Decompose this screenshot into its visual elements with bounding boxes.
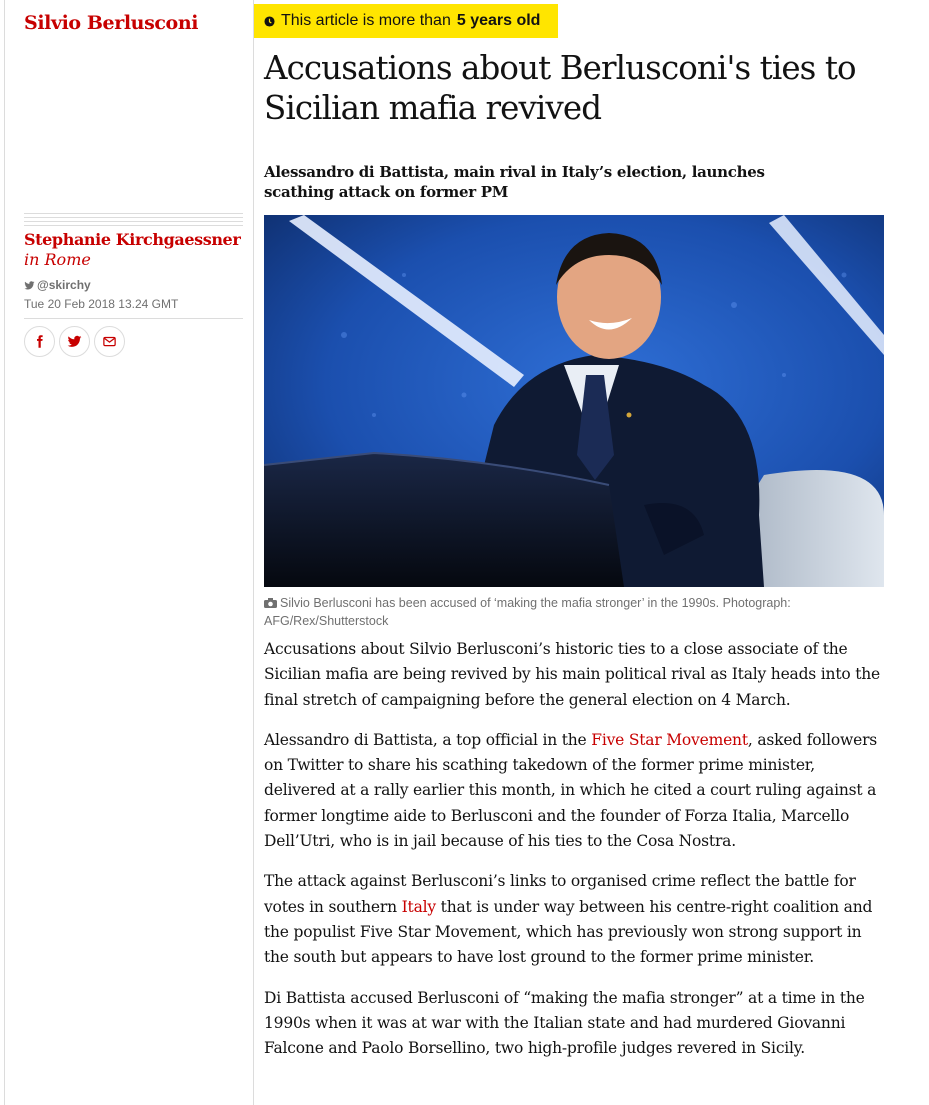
article-headline: Accusations about Berlusconi's ties to Sicilian mafia revived	[264, 49, 856, 127]
camera-icon	[264, 598, 277, 608]
article-age-warning	[254, 4, 558, 38]
page-left-border	[4, 0, 5, 1105]
five-star-movement-link[interactable]: Five Star Movement	[591, 730, 748, 749]
twitter-icon	[67, 334, 82, 349]
article-body	[264, 637, 886, 1076]
column-divider	[253, 0, 254, 1105]
article-main-photo[interactable]	[264, 215, 884, 587]
meta-rule	[24, 318, 243, 319]
email-icon	[102, 334, 117, 349]
body-paragraph-3-after: that is under way between his centre-right coalition and the populist Five Star Movement, which has previously won strong support in the south but appears to have lost ground to the former prime minister.	[264, 897, 873, 967]
body-paragraph-2-after: , asked followers on Twitter to share his scathing takedown of the former prime minister, delivered at a rally earlier this month, in which he cited a court ruling against a former longtime aide to Berlusconi and the founder of Forza Italia, Marcello Dell’Utri, who is in jail because of his ties to the Cosa Nostra.	[264, 730, 878, 851]
photo-caption-text: Silvio Berlusconi has been accused of ‘making the mafia stronger’ in the 1990s. Photograph: AFG/Rex/Shutterstock	[264, 596, 791, 628]
photo-caption	[264, 594, 884, 630]
twitter-bird-icon	[24, 280, 35, 291]
author-twitter-link[interactable]	[24, 278, 91, 292]
share-twitter-button[interactable]	[59, 326, 90, 357]
clock-icon	[264, 16, 275, 27]
author-link[interactable]: Stephanie Kirchgaessner	[24, 230, 241, 249]
share-email-button[interactable]	[94, 326, 125, 357]
body-paragraph-2	[264, 728, 886, 854]
facebook-icon	[32, 334, 47, 349]
share-facebook-button[interactable]	[24, 326, 55, 357]
author-location: in Rome	[24, 250, 91, 269]
share-buttons	[24, 326, 125, 357]
twitter-handle: @skirchy	[37, 278, 91, 292]
body-paragraph-1: Accusations about Silvio Berlusconi’s historic ties to a close associate of the Sicilian mafia are being revived by his main political rival as Italy heads into the final stretch of campaigning before the general election on 4 March.	[264, 640, 880, 709]
meta-divider-lines	[24, 213, 243, 229]
publish-date: Tue 20 Feb 2018 13.24 GMT	[24, 297, 179, 311]
body-paragraph-3-before: The attack against Berlusconi’s links to organised crime reflect the battle for votes in southern	[264, 872, 856, 916]
article-standfirst: Alessandro di Battista, main rival in Italy’s election, launches scathing attack on former PM	[264, 163, 765, 201]
age-warning-age: 5 years old	[456, 12, 541, 29]
italy-link[interactable]: Italy	[401, 897, 436, 916]
section-link[interactable]: Silvio Berlusconi	[24, 12, 199, 34]
photo-illustration	[264, 215, 884, 587]
age-warning-prefix: This article is more than	[281, 12, 451, 29]
body-paragraph-2-before: Alessandro di Battista, a top official in the	[264, 730, 592, 749]
body-paragraph-4: Di Battista accused Berlusconi of “making the mafia stronger” at a time in the 1990s when it was at war with the Italian state and had murdered Giovanni Falcone and Paolo Borsellino, two high-profile judges revered in Sicily.	[264, 988, 865, 1058]
body-paragraph-3	[264, 869, 886, 970]
